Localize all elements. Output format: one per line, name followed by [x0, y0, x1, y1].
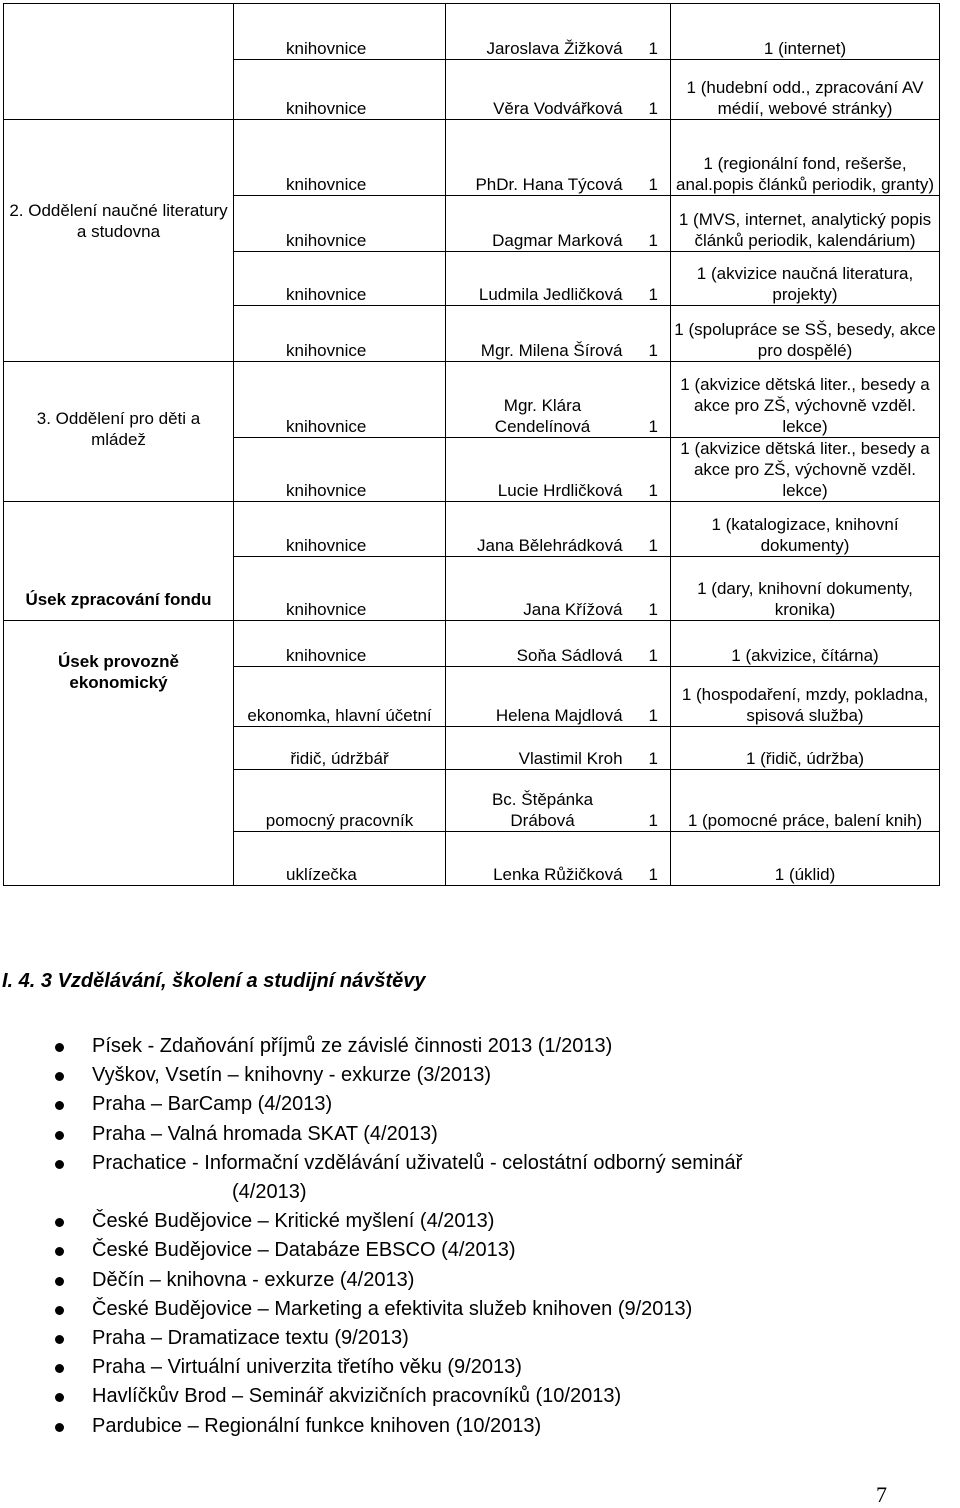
table-row [4, 362, 940, 438]
bullet-icon [55, 1277, 64, 1286]
trip-text: Prachatice - Informační vzdělávání uživatelů - celostátní odborný seminář [92, 1151, 743, 1174]
employee-name: Jaroslava Žižková [486, 39, 623, 58]
department-cell [4, 362, 234, 502]
employee-count: 1 [648, 481, 658, 500]
employee-count: 1 [648, 231, 658, 250]
employee-count: 1 [648, 865, 658, 884]
trip-continuation: (4/2013) [232, 1181, 307, 1204]
employee-name: Mgr. Klára Cendelínová [494, 396, 591, 436]
name-count-cell [446, 252, 671, 306]
trip-text: Praha – Valná hromada SKAT (4/2013) [92, 1122, 438, 1145]
work-description: (regionální fond, rešerše, anal.popis článků periodik, granty) [676, 154, 934, 194]
employee-count: 1 [648, 175, 658, 194]
list-item [55, 1382, 742, 1411]
employee-count: 1 [648, 600, 658, 619]
trip-text: Děčín – knihovna - exkurze (4/2013) [92, 1268, 415, 1291]
position-cell: ekonomka, hlavní účetní [234, 667, 446, 727]
work-count: 1 [681, 685, 692, 704]
work-cell [671, 196, 940, 252]
name-count-cell [446, 832, 671, 886]
trip-text: České Budějovice – Databáze EBSCO (4/2013) [92, 1239, 516, 1262]
trip-text: České Budějovice – Marketing a efektivita služeb knihoven (9/2013) [92, 1297, 693, 1320]
department-label: Úsek provozně ekonomický [58, 652, 179, 692]
work-cell [671, 252, 940, 306]
work-description: (akvizice dětská liter., besedy a akce pro ZŠ, výchovně vzděl. lekce) [689, 375, 930, 436]
table-row [4, 621, 940, 667]
list-item-continuation [55, 1178, 742, 1207]
work-cell [671, 667, 940, 727]
name-count-cell [446, 120, 671, 196]
list-item [55, 1324, 742, 1353]
employee-name: Lucie Hrdličková [497, 481, 623, 500]
work-description: (úklid) [784, 865, 836, 884]
work-cell [671, 727, 940, 770]
employee-name: PhDr. Hana Týcová [475, 175, 623, 194]
position-cell: knihovnice [234, 362, 446, 438]
bullet-icon [55, 1218, 64, 1227]
employee-name: Lenka Růžičková [493, 865, 623, 884]
position-cell: knihovnice [234, 120, 446, 196]
work-cell [671, 4, 940, 60]
list-item [55, 1207, 742, 1236]
name-count-cell [446, 770, 671, 832]
name-count-cell [446, 621, 671, 667]
work-description: (spolupráce se SŠ, besedy, akce pro dospělé) [683, 320, 936, 360]
position-cell: knihovnice [234, 557, 446, 621]
list-item [55, 1266, 742, 1295]
name-count-cell [446, 60, 671, 120]
name-count-cell [446, 196, 671, 252]
list-item [55, 1236, 742, 1265]
work-count: 1 [678, 210, 689, 229]
employee-name: Vlastimil Kroh [518, 749, 623, 768]
trip-text: Praha – Dramatizace textu (9/2013) [92, 1327, 409, 1350]
position-cell: uklízečka [234, 832, 446, 886]
list-item [55, 1295, 742, 1324]
employee-count: 1 [648, 285, 658, 304]
name-count-cell [446, 362, 671, 438]
work-description: (katalogizace, knihovní dokumenty) [720, 515, 899, 555]
employee-name: Mgr. Milena Šírová [480, 341, 623, 360]
list-item [55, 1061, 742, 1090]
work-count: 1 [696, 264, 707, 283]
staff-table [3, 3, 940, 886]
name-count-cell [446, 306, 671, 362]
table-row [4, 4, 940, 60]
work-cell [671, 120, 940, 196]
employee-name: Ludmila Jedličková [478, 285, 623, 304]
employee-count: 1 [648, 646, 658, 665]
department-label: 3. Oddělení pro děti a mládež [36, 409, 201, 449]
work-cell [671, 60, 940, 120]
department-label: 2. Oddělení naučné literatury a studovna [9, 201, 228, 241]
trip-text: Praha – Virtuální univerzita třetího věku (9/2013) [92, 1356, 522, 1379]
employee-name: Bc. Štěpánka Drábová [491, 790, 594, 830]
work-cell [671, 362, 940, 438]
work-count: 1 [680, 439, 690, 458]
employee-name: Věra Vodvářková [493, 99, 623, 118]
trip-text: Praha – BarCamp (4/2013) [92, 1093, 333, 1116]
section-heading: I. 4. 3 Vzdělávání, školení a studijní návštěvy [2, 970, 426, 992]
work-cell [671, 621, 940, 667]
trip-text: Vyškov, Vsetín – knihovny - exkurze (3/2013) [92, 1064, 492, 1087]
bullet-icon [55, 1043, 64, 1052]
department-cell [4, 120, 234, 362]
bullet-icon [55, 1364, 64, 1373]
bullet-icon [55, 1306, 64, 1315]
work-count: 1 [711, 515, 721, 534]
work-count: 1 [774, 865, 785, 884]
employee-name: Dagmar Marková [492, 231, 623, 250]
work-description: (řidič, údržba) [755, 749, 865, 768]
name-count-cell [446, 4, 671, 60]
employee-count: 1 [648, 811, 658, 830]
department-cell [4, 502, 234, 621]
work-count: 1 [674, 320, 684, 339]
list-item [55, 1090, 742, 1119]
position-cell: knihovnice [234, 306, 446, 362]
employee-name: Jana Křížová [523, 600, 623, 619]
bullet-icon [55, 1131, 64, 1140]
trip-text: České Budějovice – Kritické myšlení (4/2013) [92, 1210, 495, 1233]
name-count-cell [446, 438, 671, 502]
bullet-icon [55, 1072, 64, 1081]
work-cell [671, 438, 940, 502]
work-count: 1 [703, 154, 713, 173]
name-count-cell [446, 727, 671, 770]
trip-text: Písek - Zdaňování příjmů ze závislé činnosti 2013 (1/2013) [92, 1035, 613, 1057]
position-cell: knihovnice [234, 252, 446, 306]
department-label: Úsek zpracování fondu [25, 590, 212, 609]
work-description: (akvizice naučná literatura, projekty) [706, 264, 914, 304]
list-item [55, 1120, 742, 1149]
list-item [55, 1032, 742, 1061]
work-count: 1 [686, 78, 696, 97]
work-description: (akvizice dětská liter., besedy a akce pro ZŠ, výchovně vzděl. lekce) [689, 439, 930, 500]
position-cell: knihovnice [234, 621, 446, 667]
work-description: (akvizice, čítárna) [740, 646, 879, 665]
position-cell: pomocný pracovník [234, 770, 446, 832]
bullet-icon [55, 1101, 64, 1110]
position-cell: knihovnice [234, 60, 446, 120]
work-count: 1 [731, 646, 741, 665]
table-row [4, 502, 940, 557]
department-cell [4, 4, 234, 120]
position-cell: knihovnice [234, 502, 446, 557]
work-count: 1 [745, 749, 756, 768]
employee-name: Jana Bělehrádková [476, 536, 623, 555]
list-item [55, 1353, 742, 1382]
bullet-icon [55, 1160, 64, 1169]
work-cell [671, 306, 940, 362]
employee-count: 1 [648, 749, 658, 768]
trip-text: Pardubice – Regionální funkce knihoven (10/2013) [92, 1414, 542, 1437]
work-description: (MVS, internet, analytický popis článků periodik, kalendárium) [688, 210, 932, 250]
list-item [55, 1412, 742, 1441]
bullet-icon [55, 1393, 64, 1402]
employee-count: 1 [648, 417, 658, 436]
work-description: (internet) [773, 39, 847, 58]
list-item [55, 1149, 742, 1178]
bullet-icon [55, 1335, 64, 1344]
employee-count: 1 [648, 341, 658, 360]
position-cell: knihovnice [234, 196, 446, 252]
work-cell [671, 557, 940, 621]
work-description: (hudební odd., zpracování AV médií, webové stránky) [696, 78, 924, 118]
bullet-icon [55, 1247, 64, 1256]
work-cell [671, 502, 940, 557]
department-cell [4, 621, 234, 886]
trips-list [55, 1032, 742, 1441]
name-count-cell [446, 502, 671, 557]
position-cell: knihovnice [234, 4, 446, 60]
work-description: (hospodaření, mzdy, pokladna, spisová služba) [691, 685, 929, 725]
work-description: (dary, knihovní dokumenty, kronika) [706, 579, 913, 619]
employee-count: 1 [648, 536, 658, 555]
position-cell: knihovnice [234, 438, 446, 502]
work-count: 1 [697, 579, 707, 598]
table-row [4, 120, 940, 196]
work-description: (pomocné práce, balení knih) [697, 811, 923, 830]
employee-count: 1 [648, 39, 658, 58]
work-count: 1 [687, 811, 698, 830]
work-count: 1 [763, 39, 774, 58]
trip-text: Havlíčkův Brod – Seminář akvizičních pracovníků (10/2013) [92, 1385, 622, 1408]
work-cell [671, 770, 940, 832]
position-cell: řidič, údržbář [234, 727, 446, 770]
employee-name: Helena Majdlová [495, 706, 623, 725]
name-count-cell [446, 667, 671, 727]
work-cell [671, 832, 940, 886]
bullet-icon [55, 1423, 64, 1432]
employee-count: 1 [648, 706, 658, 725]
employee-count: 1 [648, 99, 658, 118]
work-count: 1 [680, 375, 690, 394]
employee-name: Soňa Sádlová [516, 646, 623, 665]
page-number: 7 [876, 1482, 887, 1507]
name-count-cell [446, 557, 671, 621]
